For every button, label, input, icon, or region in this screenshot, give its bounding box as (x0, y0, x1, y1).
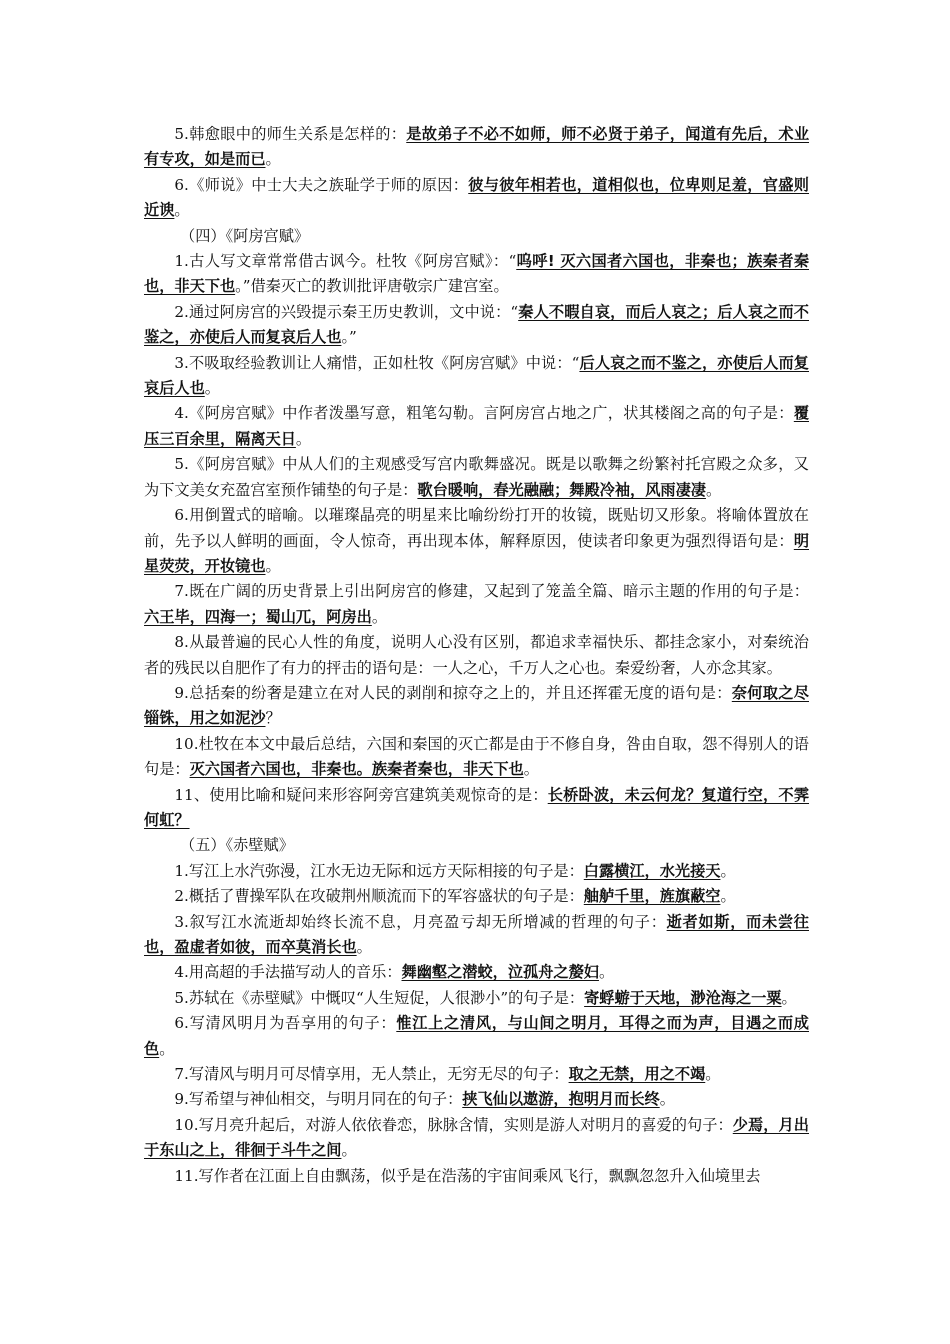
question-text: 5.《阿房宫赋》中从人们的主观感受写宫内歌舞盛况。既是以歌舞之纷繁衬托宫殿之众多，又为下文美女充盈宫室预作铺垫的句子是： (144, 455, 809, 499)
question-text: 1.写江上水汽弥漫，江水无边无际和远方天际相接的句子是： (174, 861, 584, 880)
question-item (144, 1062, 809, 1087)
question-item (144, 1164, 809, 1189)
answer-text: 舞幽壑之潜蛟，泣孤舟之嫠妇 (401, 963, 599, 982)
answer-text: 六王毕，四海一；蜀山兀，阿房出 (144, 607, 372, 626)
question-item (144, 452, 809, 503)
section-heading (144, 833, 809, 858)
question-text: 1.古人写文章常常借古讽今。杜牧《阿房宫赋》：“ (174, 252, 517, 271)
answer-text: 是故弟子不必不如师，师不必贤于弟子，闻道有先后，术业有专攻，如是而已 (144, 125, 810, 169)
question-text: 2.概括了曹操军队在攻破荆州顺流而下的军容盛状的句子是： (174, 887, 584, 906)
trailing-text: 。 (720, 861, 736, 880)
answer-text: 奈何取之尽锱铢，用之如泥沙 (144, 683, 809, 728)
answer-text: 后人哀之而不鉴之，亦使后人而复哀后人也 (144, 353, 809, 398)
question-item (144, 249, 809, 300)
question-item (144, 1113, 809, 1164)
question-text: 9.总括秦的纷奢是建立在对人民的剥削和掠夺之上的，并且还挥霍无度的语句是： (174, 683, 732, 702)
answer-text: 少焉，月出于东山之上，徘徊于斗牛之间 (144, 1115, 809, 1160)
question-text: 11.写作者在江面上自由飘荡，似乎是在浩荡的宇宙间乘风飞行，飘飘忽忽升入仙境里去 (174, 1166, 761, 1185)
answer-text: 挟飞仙以遨游，抱明月而长终 (462, 1090, 660, 1109)
trailing-text: 。 (265, 556, 281, 575)
answer-text: 取之无禁，用之不竭 (568, 1065, 706, 1084)
answer-text: 彼与彼年相若也，道相似也，位卑则足羞，官盛则近谀 (144, 175, 809, 220)
trailing-text: 。 (659, 1090, 675, 1109)
answer-text: 白露横江，水光接天 (583, 861, 721, 880)
question-item (144, 173, 809, 224)
answer-text: 长桥卧波，未云何龙？复道行空，不霁何虹？ (144, 785, 810, 829)
answer-text: 舳舻千里，旌旗蔽空 (583, 887, 721, 906)
trailing-text: 。 (356, 938, 372, 956)
trailing-text: 。 (265, 150, 281, 169)
trailing-text: 。”借秦灭亡的教训批评唐敬宗广建宫室。 (235, 277, 509, 296)
question-text: 3.不吸取经验教训让人痛惜，正如杜牧《阿房宫赋》中说：“ (174, 353, 580, 372)
answer-text: 歌台暖响，春光融融；舞殿冷袖，风雨凄凄 (417, 480, 706, 499)
question-item (144, 960, 809, 985)
question-text: 6.《师说》中士大夫之族耻学于师的原因： (174, 175, 469, 194)
question-item (144, 503, 809, 579)
question-item (144, 986, 809, 1011)
question-item (144, 300, 809, 351)
question-text: （四）《阿房宫赋》 (180, 226, 310, 245)
section-heading (144, 224, 809, 249)
trailing-text: 。 (523, 760, 539, 779)
trailing-text: 。 (598, 963, 615, 982)
question-item (144, 579, 809, 630)
question-text: 5.苏轼在《赤壁赋》中慨叹“人生短促，人很渺小”的句子是： (174, 988, 585, 1007)
question-text: 7.写清风与明月可尽情享用，无人禁止，无穷无尽的句子： (174, 1065, 569, 1084)
question-item (144, 122, 809, 173)
trailing-text: ？ (265, 709, 281, 728)
answer-text: 寄蜉蝣于天地，渺沧海之一粟 (584, 988, 782, 1007)
question-text: 2.通过阿房宫的兴毁提示秦王历史教训，文中说：“ (174, 302, 519, 321)
answer-text: 秦人不暇自哀，而后人哀之；后人哀之而不鉴之，亦使后人而复哀后人也 (144, 302, 809, 347)
answer-text: 惟江上之清风，与山间之明月，耳得之而为声，目遇之而成色 (144, 1014, 809, 1058)
answer-text: 逝者如斯，而未尝往也，盈虚者如彼，而卒莫消长也 (144, 912, 809, 956)
answer-text: 覆压三百余里，隔离天日 (144, 404, 809, 448)
question-text: 9.写希望与神仙相交，与明月同在的句子： (174, 1090, 463, 1109)
question-text: 11、使用比喻和疑问来形容阿旁宫建筑美观惊奇的是： (174, 785, 548, 804)
trailing-text: 。 (174, 201, 190, 220)
question-item (144, 401, 809, 452)
question-text: 6.用倒置式的暗喻。以璀璨晶亮的明星来比喻纷纷打开的妆镜，既贴切又形象。将喻体置放在前，先予以人鲜明的画面，令人惊奇，再出现本体，解释原因，使读者印象更为强烈得语句是： (144, 506, 809, 550)
trailing-text: 。” (341, 328, 357, 347)
question-item (144, 732, 809, 783)
question-text: 8.从最普遍的民心人性的角度，说明人心没有区别，都追求幸福快乐、都挂念家小，对秦统治者的残民以自肥作了有力的抨击的语句是：一人之心，千万人之心也。秦爱纷奢，人亦念其家。 (144, 633, 809, 677)
question-item (144, 884, 809, 909)
question-item (144, 630, 809, 681)
question-text: 4.《阿房宫赋》中作者泼墨写意，粗笔勾勒。言阿房宫占地之广，状其楼阁之高的句子是： (174, 404, 794, 423)
answer-text: 呜呼! 灭六国者六国也，非秦也；族秦者秦也，非天下也 (144, 252, 810, 296)
question-text: （五）《赤壁赋》 (180, 836, 294, 855)
trailing-text: 。 (781, 988, 797, 1007)
answer-text: 明星荧荧，开妆镜也 (144, 531, 809, 575)
question-item (144, 1011, 809, 1062)
question-item (144, 351, 809, 402)
trailing-text: 。 (159, 1039, 175, 1058)
question-item (144, 783, 809, 834)
document-body (144, 122, 809, 1189)
question-text: 6.写清风明月为吾享用的句子： (174, 1014, 397, 1033)
question-item (144, 910, 809, 961)
question-item (144, 681, 809, 732)
question-text: 5.韩愈眼中的师生关系是怎样的： (174, 125, 407, 143)
answer-text: 灭六国者六国也，非秦也。族秦者秦也，非天下也 (189, 760, 524, 779)
question-text: 3.叙写江水流逝却始终长流不息，月亮盈亏却无所增减的哲理的句子： (174, 912, 667, 931)
trailing-text: 。 (341, 1141, 357, 1160)
question-item (144, 1087, 809, 1112)
trailing-text: 。 (705, 1065, 721, 1084)
question-text: 4.用高超的手法描写动人的音乐： (174, 963, 402, 982)
question-text: 7.既在广阔的历史背景上引出阿房宫的修建，又起到了笼盖全篇、暗示主题的作用的句子是： (174, 582, 809, 601)
trailing-text: 。 (295, 429, 312, 448)
question-item (144, 859, 809, 884)
trailing-text: 。 (705, 480, 722, 499)
question-text: 10.杜牧在本文中最后总结，六国和秦国的灭亡都是由于不修自身，咎由自取，怨不得别人的语句是： (144, 734, 809, 779)
trailing-text: 。 (204, 379, 220, 398)
trailing-text: 。 (371, 607, 387, 626)
question-text: 10.写月亮升起后，对游人依依眷恋，脉脉含情，实则是游人对明月的喜爱的句子： (174, 1115, 733, 1134)
trailing-text: 。 (720, 887, 736, 906)
